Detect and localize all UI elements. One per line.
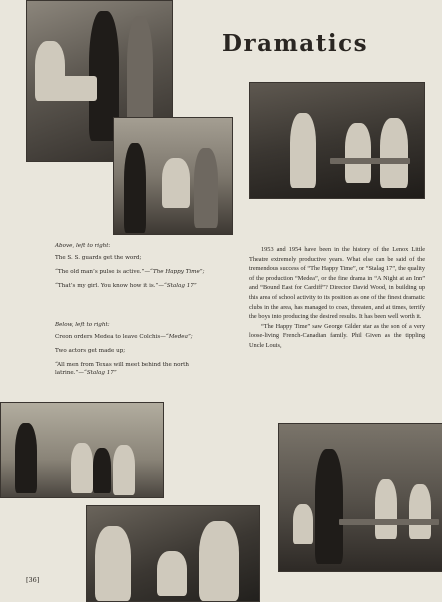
photo-figure [315,449,343,564]
caption-source: “Stalag 17” [83,370,117,376]
photo-figure [162,158,190,208]
photo-figure [380,118,408,188]
photo-figure [290,113,316,188]
caption-line [55,361,235,377]
caption-line [55,254,235,262]
photo-figure [345,123,371,183]
caption-text: The S. S. guards get the word; [55,255,142,261]
photo-stalag-17-girl [249,82,425,199]
photo-figure [93,448,111,493]
page-title: Dramatics [222,30,369,57]
caption-source: “Stalag 17” [163,283,197,289]
caption-line [55,282,235,290]
captions-above [55,243,235,296]
caption-heading: Above, left to right: [55,243,111,249]
caption-text: “That’s my girl. You know how it is.”— [55,283,164,289]
photo-figure [194,148,218,228]
photo-figure [15,423,37,493]
photo-figure [293,504,313,544]
caption-line [55,268,235,276]
photo-figure [47,76,97,101]
caption-source: “The Happy Time”; [150,269,205,275]
photo-figure [375,479,397,539]
photo-figure [330,158,410,164]
photo-figure [95,526,131,601]
photo-figure [113,445,135,495]
caption-text: Creon orders Medea to leave Colchis— [55,334,166,340]
photo-figure [409,484,431,539]
photo-medea [0,402,164,498]
photo-figure [124,143,146,233]
caption-line [55,333,235,341]
photo-figure [157,551,187,596]
caption-text: Two actors get made up; [55,348,126,354]
photo-stalag-17-latrine [278,423,442,572]
caption-source: “Medea”; [165,334,193,340]
caption-text: “All men from Texas will meet behind the north latrine.”— [55,362,190,376]
photo-actors-make-up [86,505,260,602]
caption-line [55,347,235,355]
article-body [249,245,425,351]
article-paragraph: “The Happy Time” saw George Gilder star as the son of a very loose-living French-Canadian family. Phil Given as the tippling Uncle Louis, [249,322,425,349]
caption-text: “The old man’s pulse is active.”— [55,269,151,275]
photo-figure [71,443,93,493]
page-number: [36] [26,576,40,584]
article-paragraph: 1953 and 1954 have been in the history of the Lenox Little Theatre extremely productive years. What else can be said of the tremendous success of “The Happy Time”, or “Stalag 17”, the quality of the production “Medea”, or the fine drama in “A Night at an Inn” and “Bound East for Cardiff”? Director David Wood, in building up this area of school activity to its position as one of the finest dramatic clubs in the area, has managed to coax, threaten, and at times, terrify the boys into producing the desired results. It has been well worth it. [249,246,425,321]
photo-figure [199,521,239,601]
caption-heading: Below, left to right: [55,322,110,328]
photo-happy-time-pulse [113,117,233,235]
captions-below [55,322,235,383]
photo-figure [339,519,439,525]
